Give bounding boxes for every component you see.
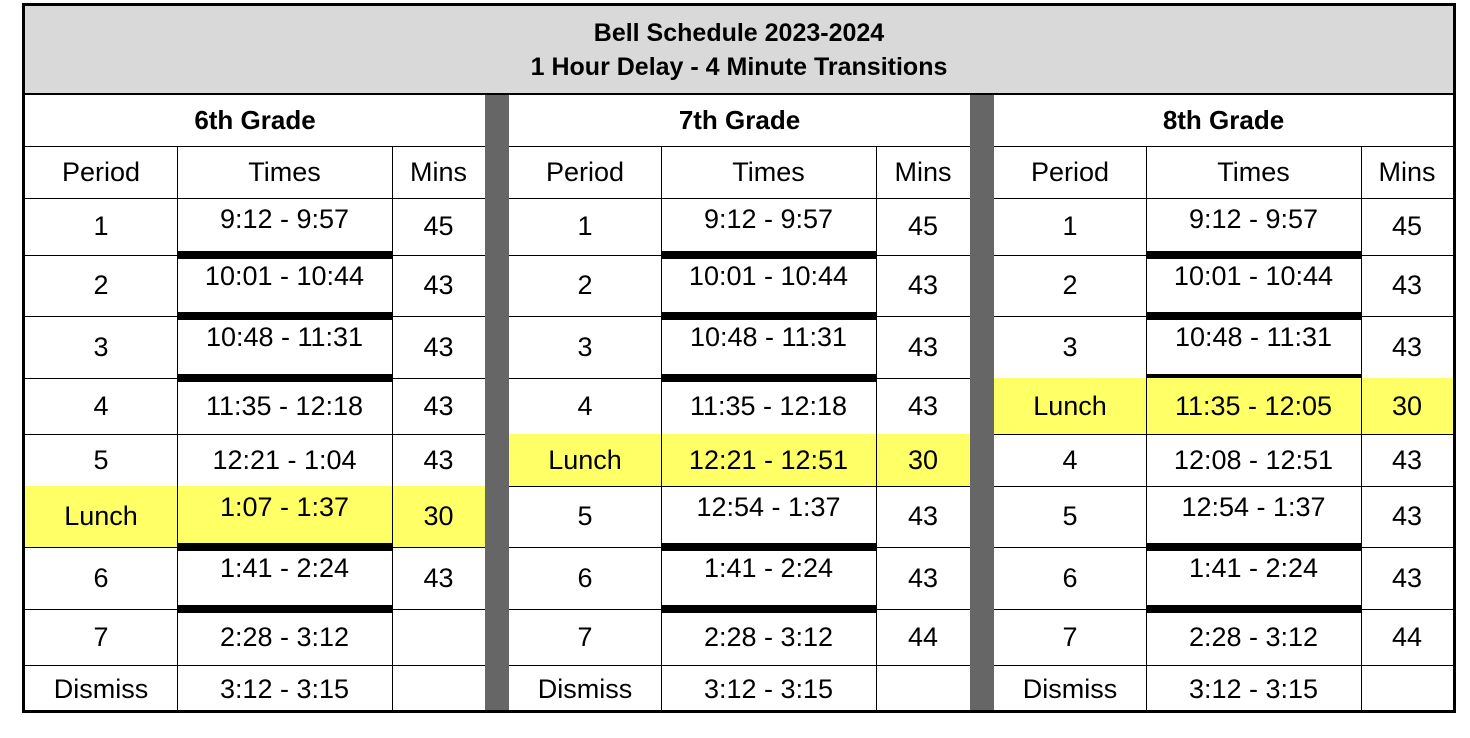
period-mins-cell — [392, 609, 485, 665]
period-mins-cell: 43 — [907, 331, 939, 362]
period-times-cell: 10:01 - 10:44 — [688, 261, 849, 291]
lunch-times-cell: 12:21 - 12:51 — [661, 434, 876, 486]
column-header-times: Times — [732, 157, 805, 187]
period-mins-cell: 43 — [907, 270, 939, 300]
period-times-cell: 9:12 - 9:57 — [219, 204, 350, 234]
lunch-period-cell: Lunch — [509, 434, 661, 486]
period-period-cell: 1 — [93, 211, 109, 241]
period-mins-cell: 45 — [423, 211, 454, 241]
grade-separator — [485, 95, 509, 710]
period-period-cell: 7 — [1062, 621, 1078, 652]
period-period-cell: 2 — [577, 270, 593, 300]
period-times-cell: 11:35 - 12:18 — [205, 390, 364, 421]
period-times-cell: 9:12 - 9:57 — [703, 204, 834, 234]
period-period-cell: 6 — [93, 562, 109, 593]
column-divider — [1361, 147, 1362, 710]
period-mins-cell: 43 — [423, 444, 454, 475]
lunch-times-cell: 1:07 - 1:37 — [177, 486, 392, 547]
lunch-mins-cell: 30 — [876, 434, 970, 486]
period-mins-cell: 43 — [423, 562, 454, 593]
period-period-cell: 6 — [577, 562, 593, 593]
period-times-cell: 12:54 - 1:37 — [1181, 492, 1326, 522]
lunch-mins-cell: 30 — [1361, 378, 1453, 434]
period-times-cell: 10:01 - 10:44 — [1173, 261, 1334, 291]
period-mins-cell — [876, 665, 970, 714]
column-header-mins: Mins — [409, 157, 467, 187]
title-line-2: 1 Hour Delay - 4 Minute Transitions — [530, 52, 948, 81]
column-divider — [876, 147, 877, 710]
column-header-period: Period — [545, 157, 625, 187]
grade-separator — [970, 95, 994, 710]
column-header-times: Times — [248, 157, 321, 187]
period-period-cell: 3 — [577, 331, 593, 362]
period-mins-cell: 44 — [1391, 621, 1423, 652]
period-mins-cell: 43 — [907, 390, 939, 421]
period-mins-cell: 45 — [1391, 211, 1423, 241]
lunch-mins-cell: 30 — [392, 486, 485, 547]
grade-header: 7th Grade — [509, 95, 970, 147]
column-header-mins: Mins — [1378, 157, 1436, 187]
period-mins-cell: 43 — [1391, 501, 1423, 531]
bell-schedule-table — [22, 3, 1456, 713]
period-period-cell: 3 — [93, 331, 109, 362]
period-times-cell: 12:54 - 1:37 — [696, 492, 841, 522]
period-mins-cell: 43 — [423, 390, 454, 421]
period-period-cell: 1 — [1062, 211, 1078, 241]
period-period-cell: 2 — [93, 270, 109, 300]
period-times-cell: 2:28 - 3:12 — [1188, 621, 1319, 652]
period-times-cell: 1:41 - 2:24 — [703, 553, 834, 583]
period-times-cell: 12:21 - 1:04 — [212, 444, 357, 475]
period-times-cell: 3:12 - 3:15 — [703, 674, 834, 704]
period-mins-cell: 43 — [1391, 331, 1423, 362]
period-times-cell: 1:41 - 2:24 — [1188, 553, 1319, 583]
period-period-cell: 5 — [577, 501, 593, 531]
title-line-1: Bell Schedule 2023-2024 — [593, 18, 885, 47]
period-mins-cell: 45 — [907, 211, 939, 241]
period-times-cell: 2:28 - 3:12 — [219, 621, 350, 652]
period-period-cell: 5 — [93, 444, 109, 475]
lunch-period-cell: Lunch — [994, 378, 1146, 434]
column-header-mins: Mins — [894, 157, 952, 187]
period-times-cell: 11:35 - 12:18 — [689, 390, 848, 421]
period-period-cell: Dismiss — [1022, 674, 1118, 704]
period-times-cell: 12:08 - 12:51 — [1173, 444, 1334, 475]
period-mins-cell: 43 — [1391, 562, 1423, 593]
period-mins-cell: 43 — [423, 270, 454, 300]
column-header-times: Times — [1217, 157, 1290, 187]
period-mins-cell: 43 — [907, 501, 939, 531]
period-mins-cell — [392, 665, 485, 714]
period-period-cell: Dismiss — [537, 674, 633, 704]
period-mins-cell: 44 — [907, 621, 939, 652]
column-header-period: Period — [61, 157, 141, 187]
column-divider — [661, 147, 662, 710]
column-divider — [1146, 147, 1147, 710]
period-period-cell: 4 — [93, 390, 109, 421]
period-times-cell: 10:01 - 10:44 — [204, 261, 365, 291]
period-times-cell: 1:41 - 2:24 — [219, 553, 350, 583]
period-times-cell: 9:12 - 9:57 — [1188, 204, 1319, 234]
period-times-cell: 10:48 - 11:31 — [1174, 322, 1333, 352]
period-period-cell: 4 — [577, 390, 593, 421]
period-times-cell: 10:48 - 11:31 — [689, 322, 848, 352]
period-mins-cell — [1361, 665, 1453, 714]
period-mins-cell: 43 — [907, 562, 939, 593]
period-period-cell: 7 — [577, 621, 593, 652]
period-mins-cell: 43 — [423, 331, 454, 362]
column-header-period: Period — [1030, 157, 1110, 187]
column-divider — [177, 147, 178, 710]
period-times-cell: 3:12 - 3:15 — [219, 674, 350, 704]
period-period-cell: 7 — [93, 621, 109, 652]
lunch-times-cell: 11:35 - 12:05 — [1146, 378, 1361, 434]
period-period-cell: 5 — [1062, 501, 1078, 531]
period-period-cell: 4 — [1062, 444, 1078, 475]
grade-header: 6th Grade — [25, 95, 485, 147]
period-times-cell: 3:12 - 3:15 — [1188, 674, 1319, 704]
period-times-cell: 2:28 - 3:12 — [703, 621, 834, 652]
period-period-cell: 3 — [1062, 331, 1078, 362]
period-mins-cell: 43 — [1391, 444, 1423, 475]
column-divider — [392, 147, 393, 710]
lunch-period-cell: Lunch — [25, 486, 177, 547]
period-period-cell: Dismiss — [53, 674, 149, 704]
period-period-cell: 1 — [577, 211, 593, 241]
period-times-cell: 10:48 - 11:31 — [205, 322, 364, 352]
period-mins-cell: 43 — [1391, 270, 1423, 300]
period-period-cell: 2 — [1062, 270, 1078, 300]
schedule-title — [25, 6, 1453, 95]
grade-header: 8th Grade — [994, 95, 1453, 147]
period-period-cell: 6 — [1062, 562, 1078, 593]
